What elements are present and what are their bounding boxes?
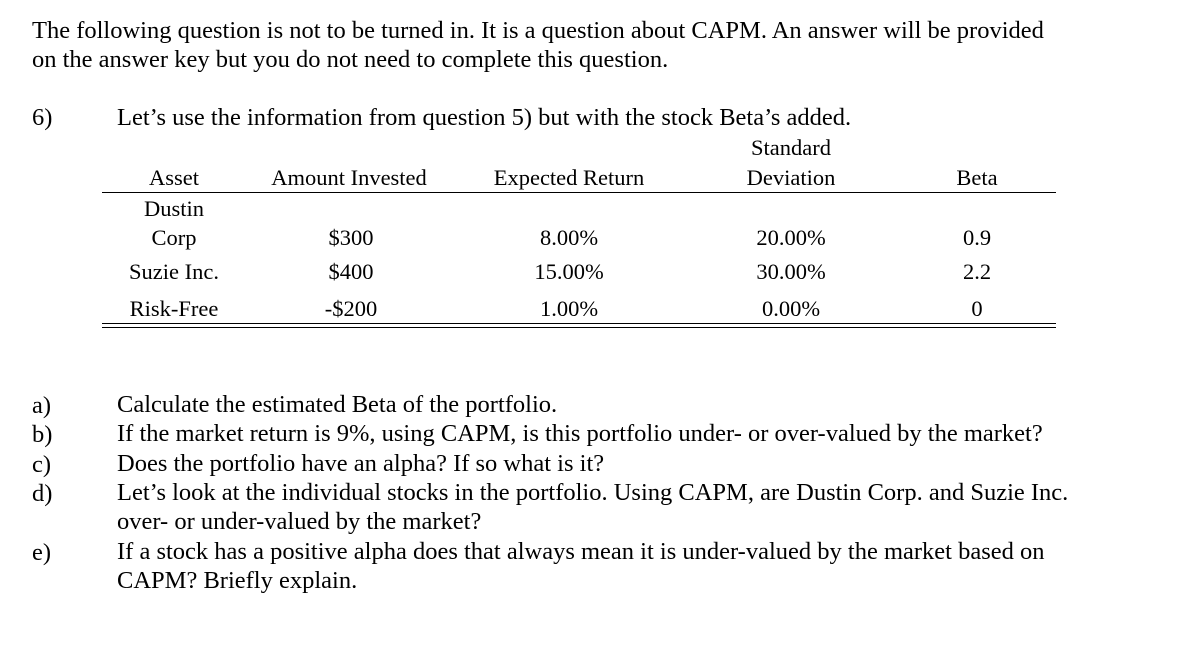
row1-asset-line2: Corp [151,225,197,250]
header-beta: Beta [956,165,998,190]
row1-std-dev: 20.00% [756,225,826,250]
intro-line-2: on the answer key but you do not need to complete this question. [32,46,669,73]
intro-line-1: The following question is not to be turned in. It is a question about CAPM. An answer will be provided [32,17,1044,44]
part-a-text: Calculate the estimated Beta of the portfolio. [117,391,558,418]
table-bottom-rule-2 [102,327,1056,328]
row3-amount: -$200 [324,296,378,321]
row3-expected-return: 1.00% [539,296,599,321]
part-b-text: If the market return is 9%, using CAPM, is this portfolio under- or over-valued by the market? [117,420,1043,447]
part-e-text-line2: CAPM? Briefly explain. [117,567,358,594]
part-d-text-line1: Let’s look at the individual stocks in the portfolio. Using CAPM, are Dustin Corp. and Suzie Inc. [117,479,1069,506]
part-b-letter: b) [32,421,53,448]
part-d-letter: d) [32,480,53,507]
row3-beta: 0 [971,296,983,321]
header-std-dev-line1: Standard [751,135,831,160]
header-std-dev-line2: Deviation [746,165,836,190]
part-e-letter: e) [32,539,52,566]
row1-expected-return: 8.00% [539,225,599,250]
row2-amount: $400 [328,259,374,284]
row1-beta: 0.9 [962,225,992,250]
row3-std-dev: 0.00% [761,296,821,321]
header-expected-return: Expected Return [493,165,645,190]
header-asset: Asset [149,165,199,190]
row2-beta: 2.2 [962,259,992,284]
row2-asset: Suzie Inc. [129,259,219,284]
asset-table [102,132,1056,332]
row1-asset-line1: Dustin [143,196,205,221]
table-bottom-rule-1 [102,323,1056,324]
row2-std-dev: 30.00% [756,259,826,284]
part-a-letter: a) [32,392,52,419]
part-c-text: Does the portfolio have an alpha? If so what is it? [117,450,605,477]
row1-amount: $300 [328,225,374,250]
header-divider [102,192,1056,193]
part-e-text-line1: If a stock has a positive alpha does that always mean it is under-valued by the market based on [117,538,1045,565]
header-amount-invested: Amount Invested [271,165,427,190]
row3-asset: Risk-Free [129,296,219,321]
part-c-letter: c) [32,451,52,478]
part-d-text-line2: over- or under-valued by the market? [117,508,482,535]
row2-expected-return: 15.00% [534,259,604,284]
question-number: 6) [32,104,53,131]
question-text: Let’s use the information from question 5) but with the stock Beta’s added. [117,104,852,131]
